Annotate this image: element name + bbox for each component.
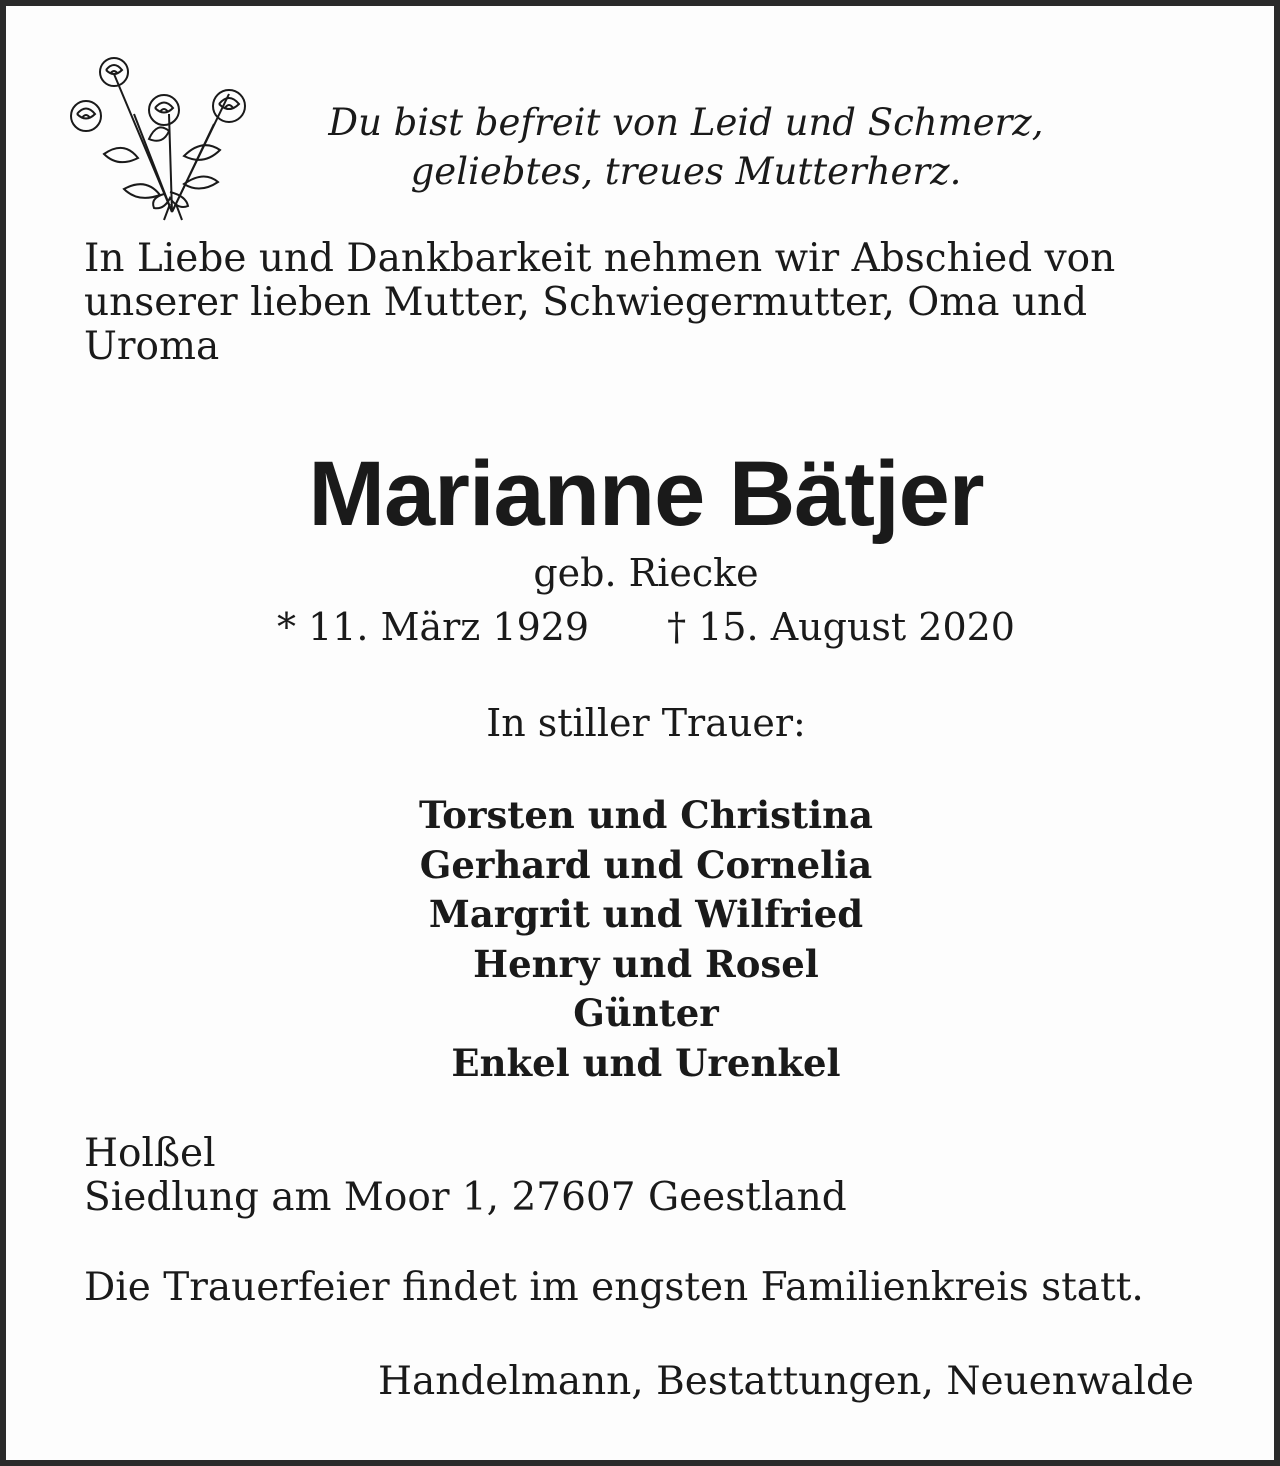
memorial-verse-line: geliebtes, treues Mutterherz. — [410, 150, 962, 193]
mourner-entry: Henry und Rosel — [473, 941, 819, 986]
birth-date: * 11. März 1929 — [276, 605, 590, 649]
rose-bouquet-icon — [64, 44, 254, 222]
death-date: † 15. August 2020 — [667, 605, 1015, 649]
memorial-verse — [266, 98, 1106, 196]
address-line: Holßel — [84, 1131, 216, 1176]
mourner-entry: Gerhard und Cornelia — [419, 842, 873, 887]
life-dates — [6, 604, 1280, 650]
funeral-home: Handelmann, Bestattungen, Neuenwalde — [377, 1359, 1194, 1404]
mourner-entry: Günter — [573, 991, 719, 1035]
ceremony-note: Die Trauerfeier findet im engsten Familienkreis statt. — [84, 1265, 1144, 1310]
farewell-text-line: Uroma — [84, 324, 220, 369]
farewell-text — [84, 237, 1224, 369]
mourners-list — [6, 791, 1280, 1088]
address-line: Siedlung am Moor 1, 27607 Geestland — [84, 1175, 847, 1220]
birth-name: geb. Riecke — [533, 551, 759, 595]
family-address — [84, 1132, 1184, 1220]
farewell-text-line: In Liebe und Dankbarkeit nehmen wir Abschied von — [84, 236, 1116, 281]
mourner-entry: Enkel und Urenkel — [451, 1040, 841, 1085]
memorial-verse-line: Du bist befreit von Leid und Schmerz, — [328, 101, 1044, 144]
deceased-name: Marianne Bätjer — [308, 443, 984, 545]
farewell-text-line: unserer lieben Mutter, Schwiegermutter, Oma und — [84, 280, 1088, 325]
mourner-entry: Torsten und Christina — [418, 793, 873, 837]
mourning-heading: In stiller Trauer: — [486, 701, 806, 745]
mourner-entry: Margrit und Wilfried — [428, 892, 864, 936]
